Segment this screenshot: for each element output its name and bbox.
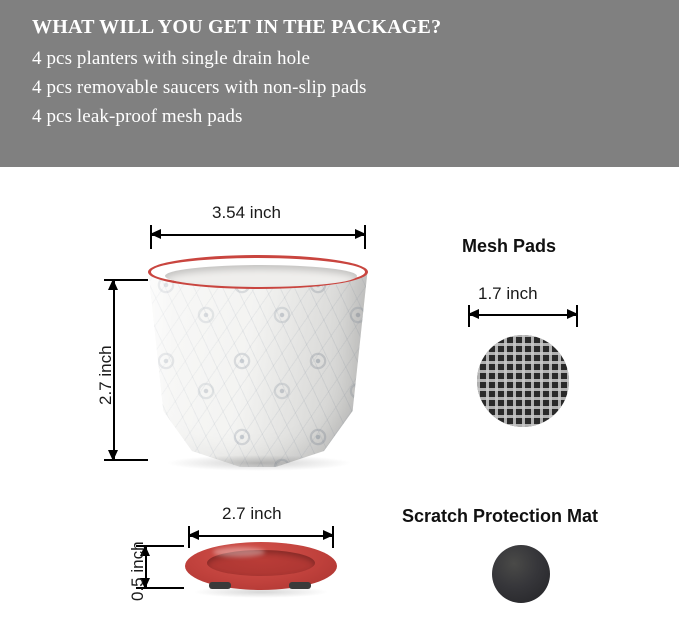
page-title: WHAT WILL YOU GET IN THE PACKAGE? (32, 16, 442, 38)
planter-width-arrow (150, 229, 366, 240)
saucer-image (185, 542, 337, 604)
planter-rim (148, 255, 368, 289)
package-item-2: 4 pcs removable saucers with non-slip pads (32, 77, 367, 98)
planter-shadow (166, 455, 352, 471)
scratch-mat-title: Scratch Protection Mat (402, 506, 599, 526)
planter-shading (148, 267, 368, 467)
package-item-1: 4 pcs planters with single drain hole (32, 48, 311, 69)
saucer-width-label: 2.7 inch (222, 504, 282, 523)
mesh-pad-image (477, 335, 569, 427)
scratch-mat-image (492, 545, 550, 603)
planter-image (148, 255, 368, 470)
mesh-pad-width-arrow (468, 309, 578, 320)
planter-width-label: 3.54 inch (212, 203, 281, 222)
mesh-pads-title: Mesh Pads (462, 236, 557, 256)
planter-rim-inner (165, 265, 357, 287)
package-contents-header (0, 0, 679, 167)
saucer-width-arrow (188, 530, 334, 541)
mesh-pad-tick-left (468, 305, 470, 327)
saucer-highlight (213, 547, 265, 557)
planter-width-tick-right (364, 225, 366, 249)
planter-height-label: 2.7 inch (96, 345, 115, 405)
planter-height-tick-top (104, 279, 148, 281)
planter-height-tick-bottom (104, 459, 148, 461)
saucer-nonslip-pad-right (289, 582, 311, 589)
saucer-height-label: 0.5 inch (128, 541, 147, 601)
planter-width-tick-left (150, 225, 152, 249)
planter-body (148, 267, 368, 467)
mesh-pad-width-label: 1.7 inch (478, 284, 538, 303)
saucer-nonslip-pad-left (209, 582, 231, 589)
mesh-pad-tick-right (576, 305, 578, 327)
product-diagram (0, 167, 679, 631)
package-item-3: 4 pcs leak-proof mesh pads (32, 106, 243, 127)
